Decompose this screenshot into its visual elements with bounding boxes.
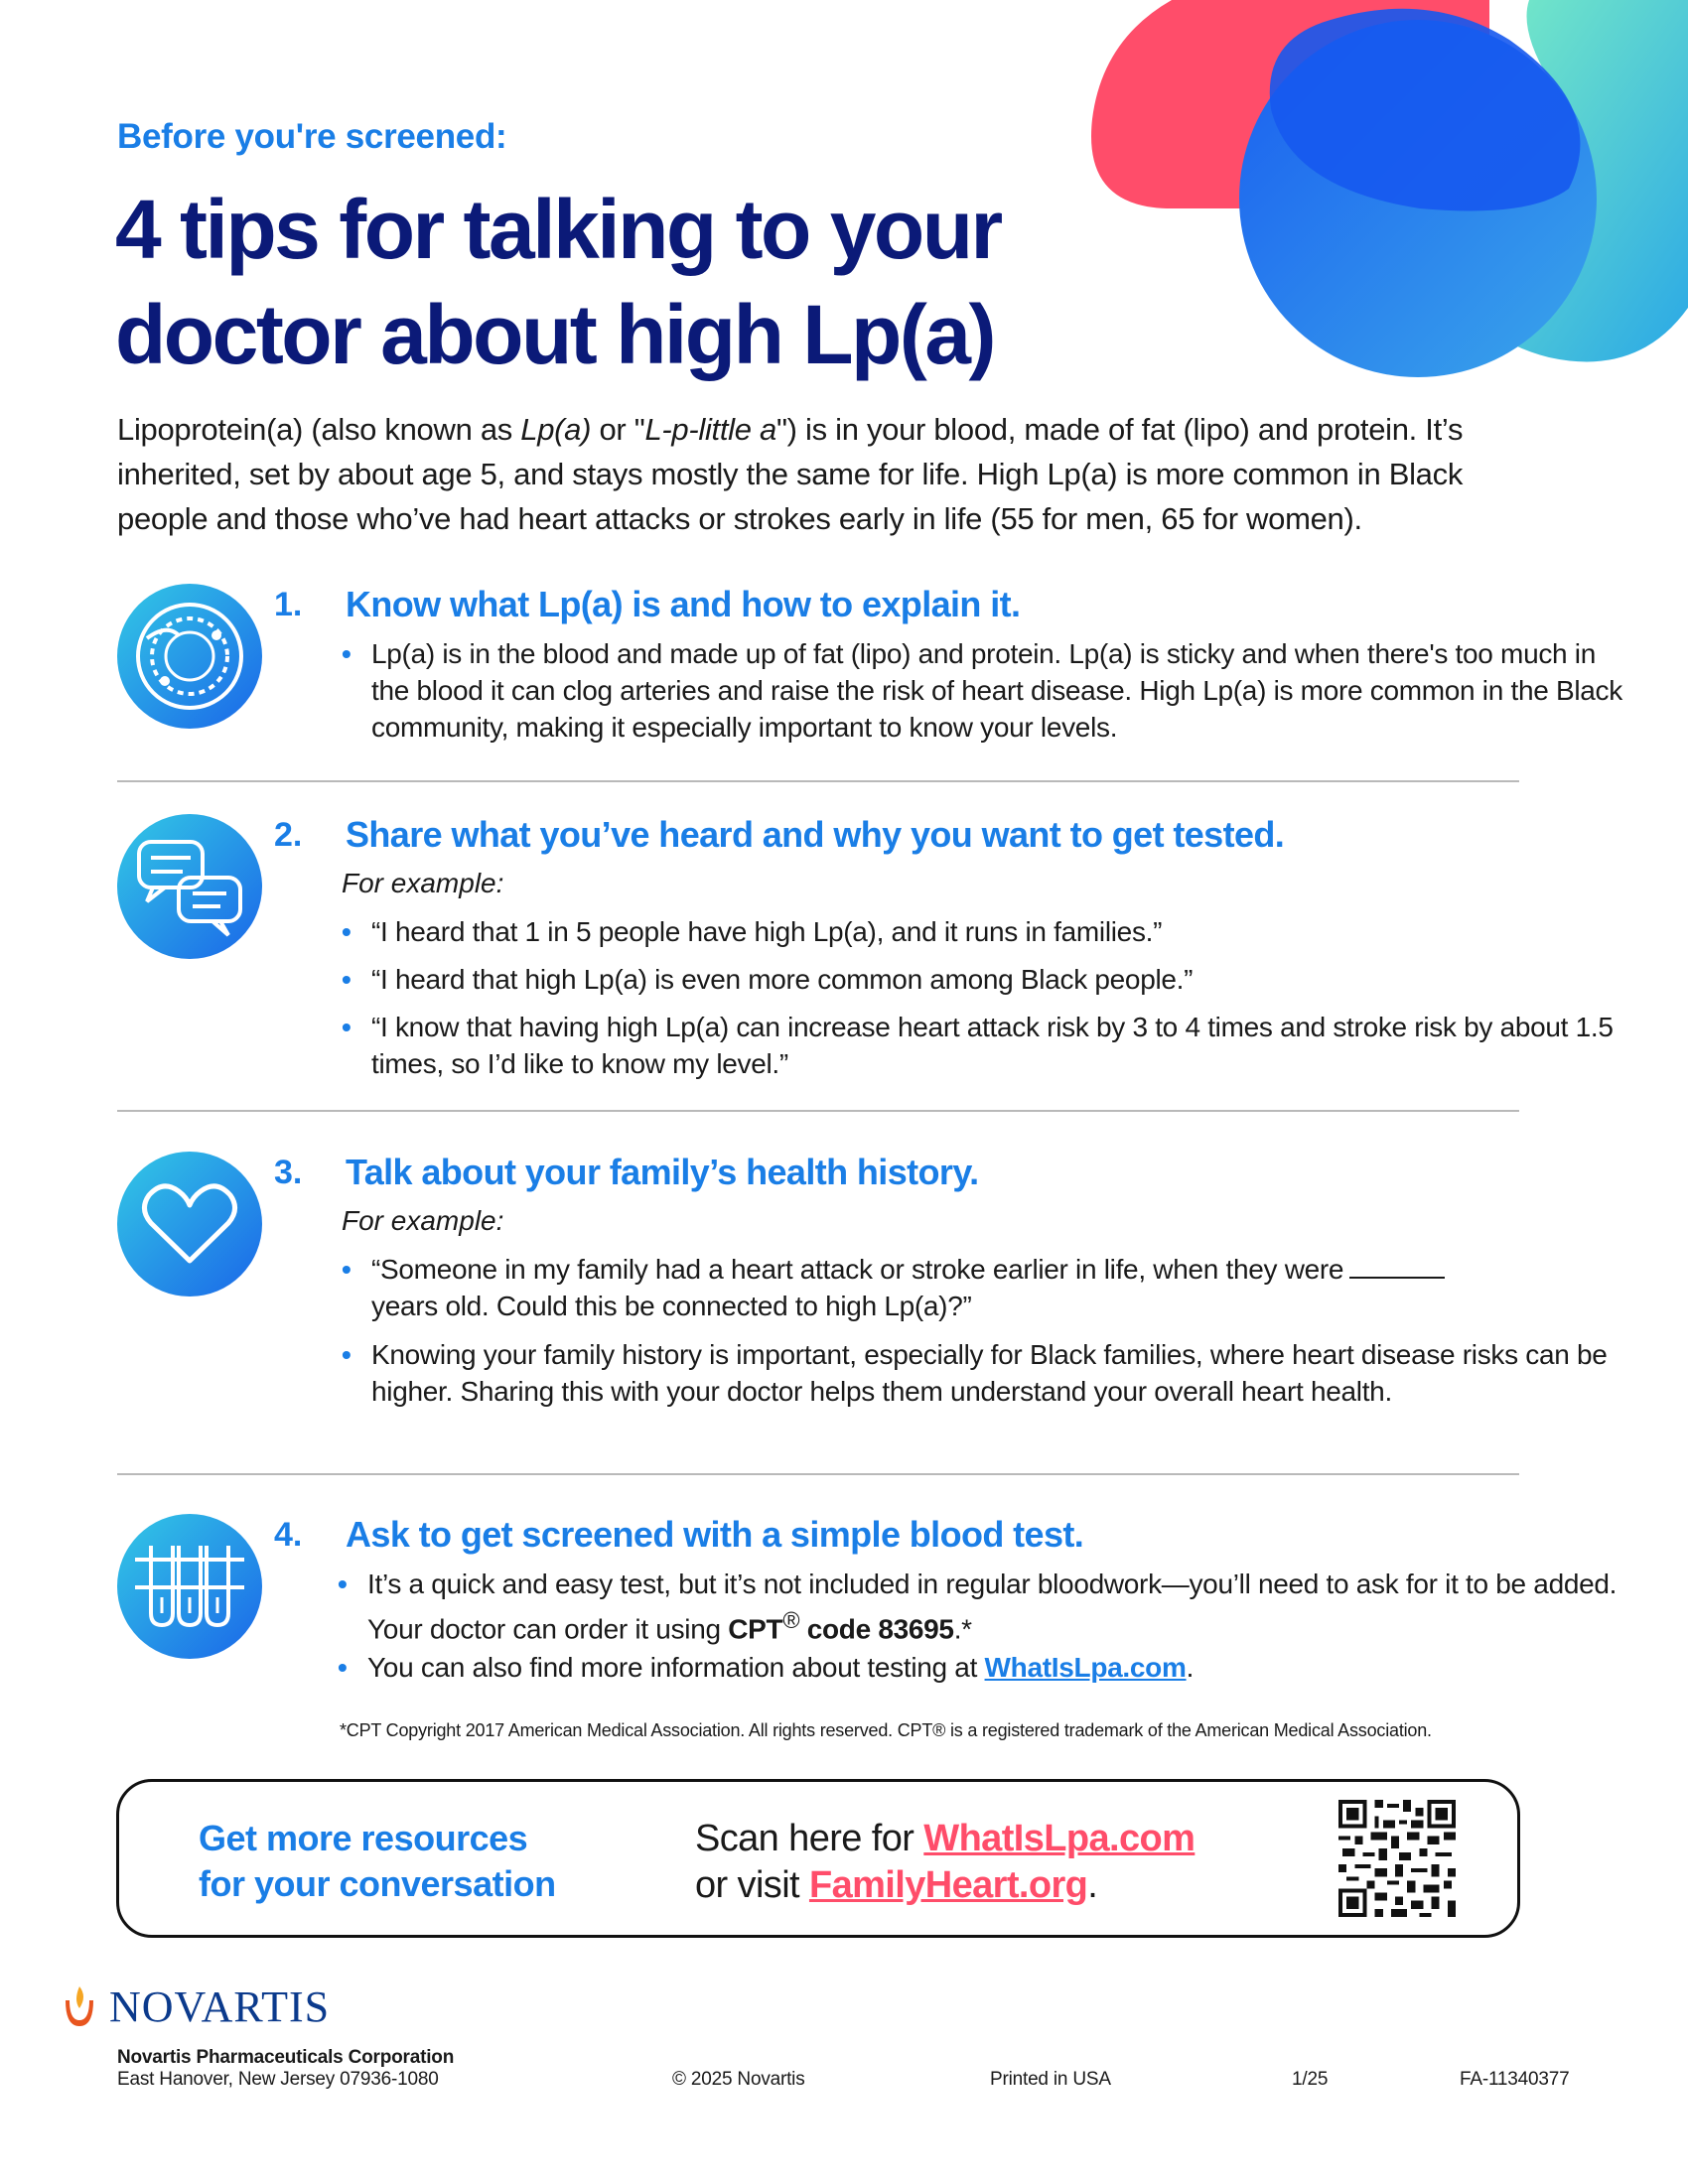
tip-2-bullet-3: [342, 1009, 1632, 1082]
tip-3: [117, 1152, 1608, 1449]
eyebrow-text: Before you're screened:: [117, 117, 507, 156]
company-info: [117, 2047, 454, 2091]
printed-in-text: Printed in USA: [990, 2069, 1111, 2090]
intro-italic-lpa: Lp(a): [520, 412, 592, 447]
cpt-label: CPT: [728, 1613, 783, 1645]
lipoprotein-particle-icon: [117, 584, 262, 729]
company-name: Novartis Pharmaceuticals Corporation: [117, 2047, 455, 2068]
novartis-wordmark: NOVARTIS: [109, 1981, 331, 2031]
whatislpa-resource-link[interactable]: WhatIsLpa.com: [923, 1818, 1196, 1859]
heart-icon: [117, 1152, 262, 1297]
tip-4: [117, 1514, 1618, 1712]
bullet-dot: •: [342, 1339, 352, 1370]
tip-4-bullet-2: [338, 1649, 1628, 1686]
tip-3-bullet-2-text: Knowing your family history is important, especially for Black families, where heart disease risks can be higher. Sharing this with your doctor helps them understand your overall heart health.: [371, 1339, 1608, 1407]
tip-4-bullet-1: [338, 1566, 1628, 1647]
novartis-flame-icon: [60, 1982, 99, 2030]
tip-1-bullet-1-text: Lp(a) is in the blood and made up of fat (lipo) and protein. Lp(a) is sticky and when there's too much in the blood it can clog arteries and raise the risk of heart disease. High Lp(a) is more common in the Black community, making it especially important to know your levels.: [371, 638, 1622, 743]
job-code: FA-11340377: [1460, 2069, 1570, 2090]
tip-3-title: Talk about your family’s health history.: [346, 1152, 979, 1192]
registered-mark: ®: [782, 1607, 800, 1633]
tip-3-bullet-1-text-after: years old. Could this be connected to high Lp(a)?”: [371, 1291, 972, 1321]
tip-2-example-label: For example:: [342, 868, 504, 898]
footnote-mark: .*: [953, 1613, 972, 1645]
tip-4-title: Ask to get screened with a simple blood test.: [346, 1514, 1084, 1555]
tip-3-bullet-2: [342, 1336, 1632, 1410]
familyheart-link[interactable]: FamilyHeart.org: [808, 1864, 1088, 1906]
section-divider: [117, 1110, 1519, 1112]
chat-bubbles-icon: [117, 814, 262, 959]
tip-2-number: 2.: [274, 816, 303, 854]
company-address: East Hanover, New Jersey 07936-1080: [117, 2069, 439, 2090]
bullet-dot: •: [342, 1012, 352, 1042]
title-line-1: 4 tips for talking to your: [115, 183, 1001, 276]
visit-end: .: [1087, 1864, 1098, 1906]
tip-3-bullet-1-text-before: “Someone in my family had a heart attack or stroke earlier in life, when they were: [371, 1254, 1344, 1285]
tip-2-bullet-2-text: “I heard that high Lp(a) is even more common among Black people.”: [371, 964, 1194, 995]
tip-4-bullet-2-end: .: [1186, 1652, 1195, 1683]
bullet-dot: •: [342, 964, 352, 995]
fill-in-blank: [1349, 1257, 1445, 1279]
bullet-dot: •: [338, 1569, 348, 1599]
title-line-2: doctor about high Lp(a): [115, 288, 994, 381]
tip-2-bullet-1: [342, 913, 1632, 950]
intro-part-1: Lipoprotein(a) (also known as: [117, 412, 521, 447]
tip-2-bullet-1-text: “I heard that 1 in 5 people have high Lp(a), and it runs in families.”: [371, 916, 1163, 947]
intro-paragraph: [117, 407, 1527, 541]
tip-1-title: Know what Lp(a) is and how to explain it.: [346, 584, 1021, 624]
section-divider: [117, 1473, 1519, 1475]
resources-links: [695, 1816, 1195, 1909]
bullet-dot: •: [338, 1652, 348, 1683]
test-tubes-icon: [117, 1514, 262, 1659]
resources-heading: [199, 1816, 556, 1907]
tip-2: [117, 814, 1614, 1102]
tip-3-example-label: For example:: [342, 1205, 504, 1236]
qr-code[interactable]: [1338, 1800, 1456, 1917]
page-title: [115, 177, 1108, 387]
tip-1-bullet-1: [342, 635, 1632, 746]
tip-2-bullet-2: [342, 961, 1632, 998]
intro-part-2: or ": [591, 412, 645, 447]
tip-1: [117, 584, 1622, 762]
visit-text: or visit: [695, 1864, 809, 1906]
tip-3-bullet-1: [342, 1251, 1632, 1324]
cpt-code: code 83695: [799, 1613, 954, 1645]
tip-2-bullet-3-text: “I know that having high Lp(a) can increase heart attack risk by 3 to 4 times and stroke risk by about 1.5 times, so I’d like to know my level.”: [371, 1012, 1614, 1079]
intro-italic-pronunciation: L-p-little a: [644, 412, 776, 447]
resources-box: [116, 1779, 1520, 1938]
bullet-dot: •: [342, 638, 352, 669]
resources-heading-line-1: Get more resources: [199, 1818, 528, 1858]
tip-4-bullet-1-text: It’s a quick and easy test, but it’s not included in regular bloodwork—you’ll need to ask for it to be added. Your doctor can order it using: [367, 1569, 1618, 1645]
scan-text: Scan here for: [695, 1818, 924, 1859]
cpt-footnote: *CPT Copyright 2017 American Medical Association. All rights reserved. CPT® is a registered trademark of the American Medical Association.: [340, 1720, 1432, 1740]
tip-1-number: 1.: [274, 586, 303, 623]
novartis-logo: [60, 1981, 330, 2031]
whatislpa-link[interactable]: WhatIsLpa.com: [984, 1652, 1187, 1683]
intro-part-3: ") is in your blood, made of fat (lipo) and protein. It’s inherited, set by about age 5, and stays mostly the same for life. High Lp(a) is more common in Black people and those who’ve had heart attacks or strokes early in life (55 for men, 65 for women).: [117, 412, 1464, 536]
section-divider: [117, 780, 1519, 782]
tip-3-number: 3.: [274, 1154, 303, 1191]
resources-heading-line-2: for your conversation: [199, 1863, 556, 1904]
tip-2-title: Share what you’ve heard and why you want to get tested.: [346, 814, 1285, 855]
date-code: 1/25: [1292, 2069, 1329, 2090]
tip-4-number: 4.: [274, 1516, 303, 1554]
tip-4-bullet-2-text: You can also find more information about testing at: [367, 1652, 985, 1683]
copyright-text: © 2025 Novartis: [672, 2069, 805, 2090]
bullet-dot: •: [342, 1254, 352, 1285]
bullet-dot: •: [342, 916, 352, 947]
